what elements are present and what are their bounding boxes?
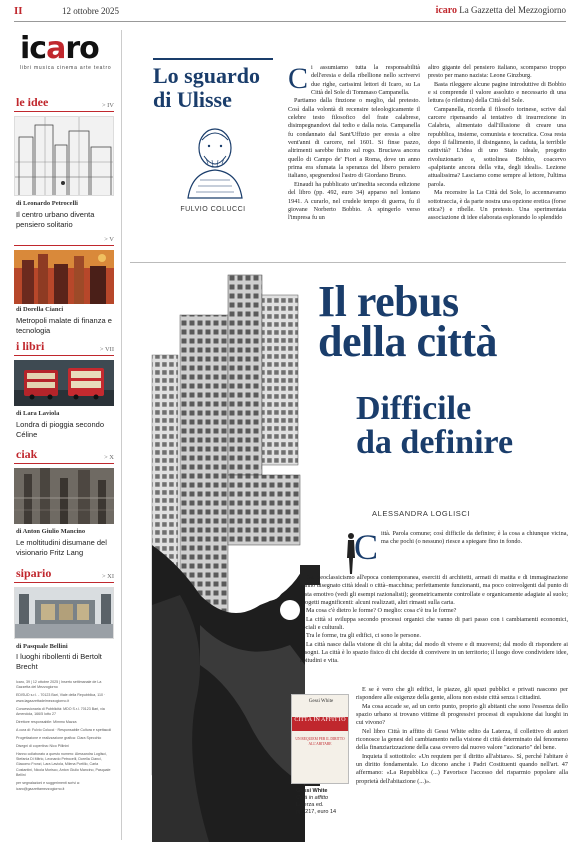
- masthead: [436, 5, 566, 16]
- section-page-ref: > IV: [101, 102, 114, 109]
- main-paragraph: Ma cosa accade se, ad un certo punto, proprio gli abitanti che sono l'essenza dello spazio urbano si trovano vittime di progressivi processi di espulsione dai luoghi in cui vivono?: [356, 702, 568, 727]
- section-page-ref: > XI: [101, 573, 114, 580]
- upper-paragraph: Basta rileggere alcune pagine introduttive di Bobbio e si comprende il valore assoluto e necessario di una lettura (o rilettura) della Città del Sole.: [428, 80, 566, 105]
- film-still-image: [14, 468, 114, 524]
- colophon: [16, 680, 116, 794]
- section-page-ref: > V: [104, 236, 114, 243]
- main-paragraph: Tra le forme, tra gli edifici, ci sono le persone.: [306, 632, 421, 640]
- thumb-stage[interactable]: [14, 587, 114, 639]
- metropolis-painting-image: [14, 250, 114, 304]
- colophon-line: Disegni di copertina: Nico Pillinini: [16, 743, 69, 748]
- drop-cap: C: [288, 64, 309, 95]
- colophon-line: Direttore responsabile: Mimmo Mazza: [16, 719, 77, 724]
- upper-paragraph: Ci assumiamo tutta la responsabilità dell'eresia e della ribellione nello scrivervi due righe, carissimi lettori di Icaro, su La Città del Sole di Tommaso Campanella.: [288, 64, 420, 97]
- upper-article-author: FULVIO COLUCCI: [180, 206, 246, 213]
- book-cover-author: Gessi White: [308, 699, 334, 704]
- colophon-line: Concessionaria di Pubblicità: MDO S.r.l. 70123 Bari, via Amendola, 166/5 lotto 27: [16, 706, 105, 717]
- section-headline[interactable]: Le moltitudini disumane del visionario Fritz Lang: [16, 538, 107, 557]
- upper-paragraph: Partiamo dalla finzione o meglio, dal pretesto. Così dalla volontà di recensire teleologicamente il celebre testo filosofico del frate calabrese, disimpegnandovi dal tedio e dalla noia. Campanella fu condannato dal Sant'Uffizio per eresia a oltre vent'anni di carcere, nel 1601. Si finse pazzo, altrimenti sarebbe finito sul rogo. Bruciava ancora quello di Campo de' Fiori a Roma, dove un anno prima era sfumata la speranza del libero pensiero italiano, spegnendosi l'astro di Giordano Bruno.: [288, 97, 420, 180]
- colophon-line: Progettazione e realizzazione grafica: Clara Specchio: [16, 735, 102, 740]
- section-page-ref: > VII: [99, 346, 114, 353]
- section-page-ref: > X: [104, 454, 114, 461]
- main-paragraph: Inquieta il sottotitolo: «Un requiem per il diritto all'abitare». Sì, perché l'abitare è un diritto fondamentale. Lo dicono anche i Padri Costituenti quando nell'art. 47 affermano: «La Repubblica (...) Favorisce l'accesso del risparmio popolare alla proprietà dell'abitazione (...)».: [356, 752, 568, 785]
- section-author: di Dorella Cianci: [16, 306, 64, 313]
- book-cover-title: CITTÀ IN AFFITTO: [292, 717, 348, 731]
- upper-article-col-2: [428, 64, 566, 256]
- stage-image: [15, 588, 114, 639]
- thumb-city-drawing[interactable]: [14, 116, 114, 196]
- caption-publisher: Laterza ed.: [296, 802, 324, 808]
- title-rule: [153, 58, 273, 60]
- london-bus-image: [14, 360, 114, 406]
- logo-tagline: libri musica cinema arte teatro: [20, 65, 112, 71]
- main-article-author: ALESSANDRA LOGLISCI: [372, 509, 471, 518]
- campanella-bust-icon: [180, 122, 250, 200]
- section-header-le-idee[interactable]: [14, 96, 114, 112]
- main-paragraph: La città si sviluppa secondo processi organici che vanno di pari passo con i cambiamenti economici, sociali e culturali.: [300, 615, 568, 632]
- section-name: i libri: [16, 339, 45, 353]
- section-author: di Anton Giulio Mancino: [16, 528, 86, 535]
- colophon-line: Hanno collaborato a questo numero: Alessandra Loglisci, Stefania Di Mitrio, Leonardo Petrocelli, Dorella Cianci, Giacomo Fronzi, Lara Laviola, Milena Portillo, Carla Costantini, Nicola Morisco, Anton Giulio Mancino, Pasquale Bellini: [16, 751, 111, 778]
- main-article-body-wide: [300, 574, 568, 686]
- caption-pages: pp. 217, euro 14: [296, 809, 337, 815]
- thumb-painting[interactable]: [14, 250, 114, 304]
- section-name: ciak: [16, 447, 38, 461]
- main-paragraph: E se è vero che gli edifici, le piazze, gli spazi pubblici e privati nascono per rispondere alle esigenze della gente, allora non esiste città senza i cittadini.: [356, 686, 568, 702]
- upper-article-title: Lo sguardo di Ulisse: [153, 63, 260, 112]
- issue-date: 12 ottobre 2025: [62, 6, 119, 16]
- section-author: di Leonardo Petrocelli: [16, 200, 78, 207]
- subtitle-line: Difficile: [356, 390, 472, 427]
- upper-paragraph: Campanella, ricorda il filosofo torinese, scrive dal carcere ripensando al tentativo di insurrezione in Calabria, alimentato dall'illusione di creare una repubblica, insieme, comunista e teocratica. Cosa resta dopo il fallimento, il disinganno, la caduta, la terribile cattività? L'idea di uno Stato ideale, progetto rivoluzionario e, sottolinea Bobbio, coacervo «palpitante ancora della vita, degli ideali». Lezione attualissima? Lasciamo come sempre al lettore, l'ultima parola.: [428, 105, 566, 188]
- colophon-line: A cura di: Fulvio Colucci · Responsabile Cultura e spettacoli: [16, 727, 112, 732]
- caption-author: Gessi White: [296, 788, 328, 794]
- section-headline[interactable]: Il centro urbano diventa pensiero solitario: [16, 210, 95, 229]
- section-headline[interactable]: Londra di pioggia secondo Céline: [16, 420, 104, 439]
- section-name: le idee: [16, 95, 49, 109]
- drop-cap: C: [354, 530, 379, 567]
- section-headline[interactable]: I luoghi ribollenti di Bertolt Brecht: [16, 652, 102, 671]
- paper-name: La Gazzetta del Mezzogiorno: [459, 5, 566, 15]
- book-caption: [296, 788, 366, 816]
- thumb-london-bus[interactable]: [14, 360, 114, 406]
- caption-title: Città in affitto: [296, 795, 329, 801]
- city-sketch-image: [15, 117, 114, 196]
- section-header-i-libri[interactable]: [14, 340, 114, 356]
- book-cover[interactable]: [291, 694, 349, 784]
- main-paragraph: Ma cosa c'è dietro le forme? O meglio: cosa c'è tra le forme?: [306, 607, 457, 615]
- thumb-metropolis-still[interactable]: [14, 468, 114, 524]
- main-article-intro: [354, 530, 568, 572]
- brand-name: icaro: [435, 5, 458, 16]
- main-article-subtitle: [356, 392, 568, 460]
- subtitle-line: da definire: [356, 424, 514, 461]
- colophon-line: EDISUD s.r.l. - 70123 Bari, Viale della Repubblica, 110 · www.lagazzettadelmezzogiorno.it: [16, 693, 106, 703]
- header-rule: [14, 21, 566, 22]
- upper-paragraph: Einaudi ha pubblicato un'inedita seconda edizione del libro (pp. 492, euro 34) apparso nel lontano 1941. A curarlo, nel crudele tempo di guerra, fu il giovane Norberto Bobbio. A spingerlo verso l'impresa fu un: [288, 180, 420, 222]
- title-line: Il rebus: [318, 277, 459, 326]
- colophon-line: Icaro, 39 | 12 ottobre 2025 | Inserto settimanale de La Gazzetta del Mezzogiorno: [16, 680, 102, 690]
- main-paragraph: Dal neoclassicismo all'epoca contemporanea, eserciti di architetti, armati di matita e di immaginazione hanno disegnato città ideali o città–macchina; perfettamente funzionanti, ma poco coinvolgenti dal punto di vista emotivo (vedi gli esempi razionalisti); geometricamente controllate e organicamente adagiate al suolo; progetti magnificenti: alcuni realizzati, altri rimasti sulla carta.: [300, 574, 568, 607]
- sidebar: [14, 30, 122, 840]
- main-article-title: [318, 277, 568, 366]
- page-header: [0, 0, 580, 22]
- section-headline[interactable]: Metropoli malate di finanza e tecnologia: [16, 316, 112, 335]
- upper-article-col-1: [288, 64, 420, 256]
- book-cover-subtitle: UN REQUIEM PER IL DIRITTO ALL'ABITARE: [295, 737, 345, 746]
- section-header-ciak[interactable]: [14, 448, 114, 464]
- section-author: di Pasquale Bellini: [16, 643, 68, 650]
- section-header-sipario[interactable]: [14, 567, 114, 583]
- main-paragraph: La città nasce dalla visione di chi la abita; dal modo di vivere e di muoversi; dal modo di rispondere ai bisogni. La città è lo spazio fisico di chi decide di convivere in un territorio; il luogo dove condividere idee, abitudini e vita.: [300, 640, 568, 665]
- colophon-line: per segnalazioni e suggerimenti scrivi a: icaro@gazzettamezzogiorno.it: [16, 781, 80, 791]
- logo-word: icaro: [20, 31, 99, 66]
- main-article-body-narrow: [356, 686, 568, 836]
- main-paragraph: Nel libro Città in affitto di Gessi White edito da Laterza, il collettivo di autori riconosce la genesi del cambiamento nella visione di città determinato dal fenomeno della finanziarizzazione della casa ovvero dal nuovo valore "azionario" del bene.: [356, 727, 568, 752]
- section-divider: [130, 262, 566, 263]
- section-header-v[interactable]: [14, 230, 114, 246]
- icaro-logo[interactable]: [20, 31, 112, 71]
- upper-paragraph: Ma recensire la La Città del Sole, lo accennavamo sottotraccia, è da parte nostra una opzione eretica (forse etica?) e ribelle. Un pretesto. Una sperimentata associazione di idee elaborata esplorando lo splendido: [428, 189, 566, 222]
- title-line: della città: [318, 317, 498, 366]
- main-paragraph: Città. Parola comune; così difficile da definire; è la cosa a chiunque vicina, ma che pochi (o nessuno) riesce a spiegare fino in fondo.: [354, 530, 568, 567]
- section-name: sipario: [16, 566, 52, 580]
- upper-paragraph: altro gigante del pensiero italiano, scomparso troppo presto per mano nazista: Leone Ginzburg.: [428, 64, 566, 80]
- page-number: II: [14, 5, 23, 17]
- section-author: di Lara Laviola: [16, 410, 60, 417]
